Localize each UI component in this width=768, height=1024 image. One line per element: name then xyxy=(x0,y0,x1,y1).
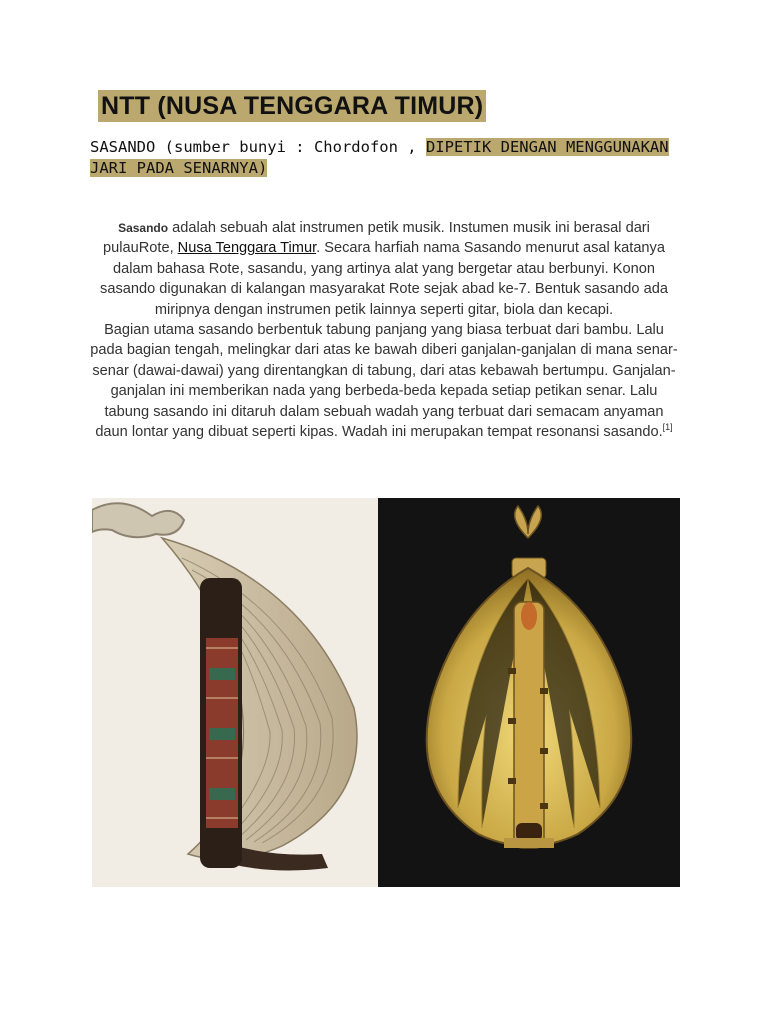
footnote-link[interactable]: [1] xyxy=(662,422,673,433)
subtitle-part-1: SASANDO (sumber bunyi : Chordofon , xyxy=(90,138,417,156)
sasando-photo-right xyxy=(378,498,680,887)
separator: , xyxy=(169,240,178,257)
paragraph-1-text-a: adalah sebuah alat instrumen petik musik. Instumen musik ini berasal dari pulau xyxy=(103,220,650,257)
subtitle xyxy=(90,137,690,179)
page-title: NTT (NUSA TENGGARA TIMUR) xyxy=(98,90,486,122)
article-body xyxy=(88,218,680,442)
rote-text: Rote xyxy=(138,240,170,257)
sasando-side-illustration xyxy=(92,498,378,887)
sasando-front-illustration xyxy=(378,498,680,887)
paragraph-2-text: Bagian utama sasando berbentuk tabung panjang yang biasa terbuat dari bambu. Lalu pada bagian tengah, melingkar dari atas ke bawah diberi ganjalan-ganjalan di mana senar-senar (dawai-dawai) yang direntangkan di tabung, dari atas kebawah bertumpu. Ganjalan-ganjalan ini memberikan nada yang berbeda-beda kepada setiap petikan senar. Lalu tabung sasando ini ditaruh dalam sebuah wadah yang terbuat dari semacam anyaman daun lontar yang dibuat seperti kipas. Wadah ini merupakan tempat resonansi sasando. xyxy=(90,322,678,441)
term-sasando: Sasando xyxy=(118,221,169,235)
sasando-photo-left xyxy=(92,498,378,887)
link-nusa-tenggara-timur[interactable]: Nusa Tenggara Timur xyxy=(177,240,317,257)
paragraph-2 xyxy=(88,320,680,442)
subtitle-highlight: DIPETIK DENGAN MENGGUNAKAN JARI PADA SENARNYA) xyxy=(90,138,669,177)
paragraph-1-text-b: . Secara harfiah nama Sasando menurut asal katanya dalam bahasa Rote, sasandu, yang artinya alat yang bergetar atau berbunyi. Konon sasando digunakan di kalangan masyarakat Rote sejak abad ke-7. Bentuk sasando ada miripnya dengan instrumen petik lainnya seperti gitar, biola dan kecapi. xyxy=(100,240,668,318)
paragraph-1 xyxy=(88,218,680,320)
